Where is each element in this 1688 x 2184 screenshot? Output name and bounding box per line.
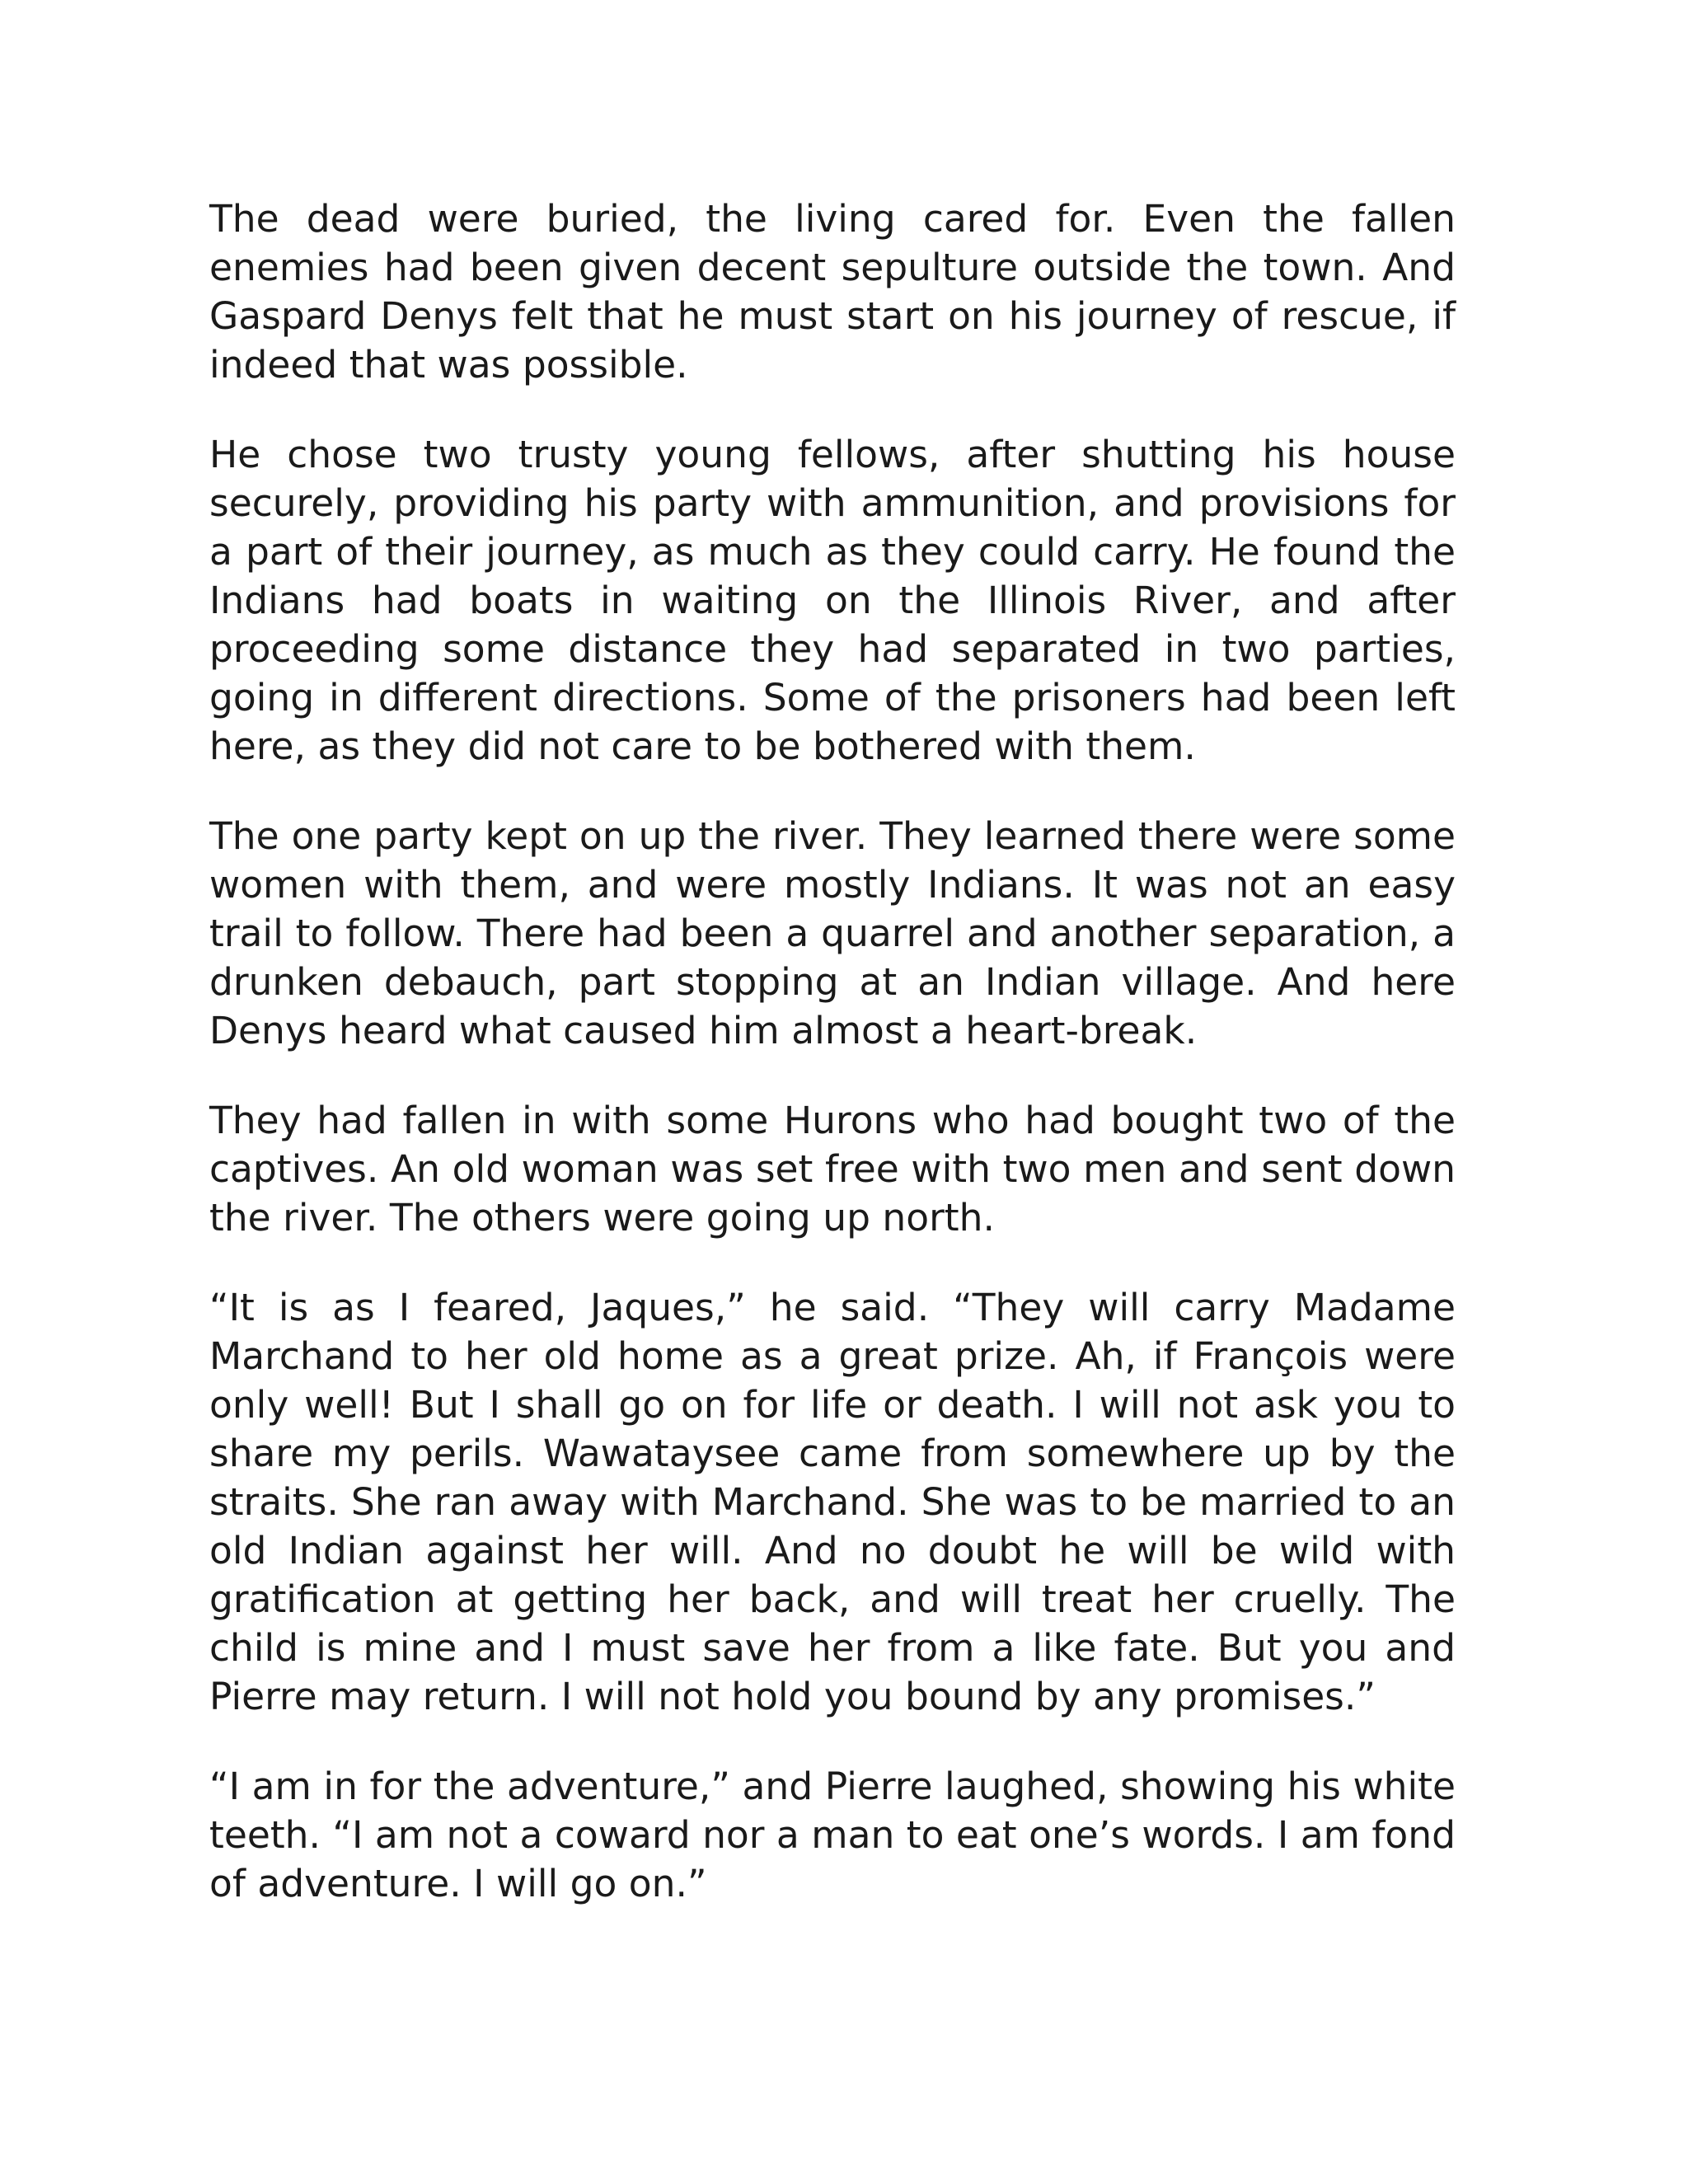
paragraph-1: The dead were buried, the living cared for. Even the fallen enemies had been given decent sepulture outside the town. And Gaspard Denys felt that he must start on his journey of rescue, if indeed that was possible. xyxy=(209,197,1456,387)
body-text xyxy=(209,194,1456,1908)
paragraph-4: They had fallen in with some Hurons who had bought two of the captives. An old woman was set free with two men and sent down the river. The others were going up north. xyxy=(209,1099,1456,1240)
paragraph-3: The one party kept on up the river. They learned there were some women with them, and were mostly Indians. It was not an easy trail to follow. There had been a quarrel and another separation, a drunken debauch, part stopping at an Indian village. And here Denys heard what caused him almost a heart-break. xyxy=(209,814,1456,1052)
paragraph-2: He chose two trusty young fellows, after shutting his house securely, providing his party with ammunition, and provisions for a part of their journey, as much as they could carry. He found the Indians had boats in waiting on the Illinois River, and after proceeding some distance they had separated in two parties, going in different directions. Some of the prisoners had been left here, as they did not care to be bothered with them. xyxy=(209,433,1456,768)
paragraph-5: “It is as I feared, Jaques,” he said. “They will carry Madame Marchand to her old home as a great prize. Ah, if François were only well! But I shall go on for life or death. I will not ask you to share my perils. Wawataysee came from somewhere up by the straits. She ran away with Marchand. She was to be married to an old Indian against her will. And no doubt he will be wild with gratification at getting her back, and will treat her cruelly. The child is mine and I must save her from a like fate. But you and Pierre may return. I will not hold you bound by any promises.” xyxy=(209,1286,1456,1718)
paragraph-6: “I am in for the adventure,” and Pierre laughed, showing his white teeth. “I am not a coward nor a man to eat one’s words. I am fond of adventure. I will go on.” xyxy=(209,1765,1456,1905)
